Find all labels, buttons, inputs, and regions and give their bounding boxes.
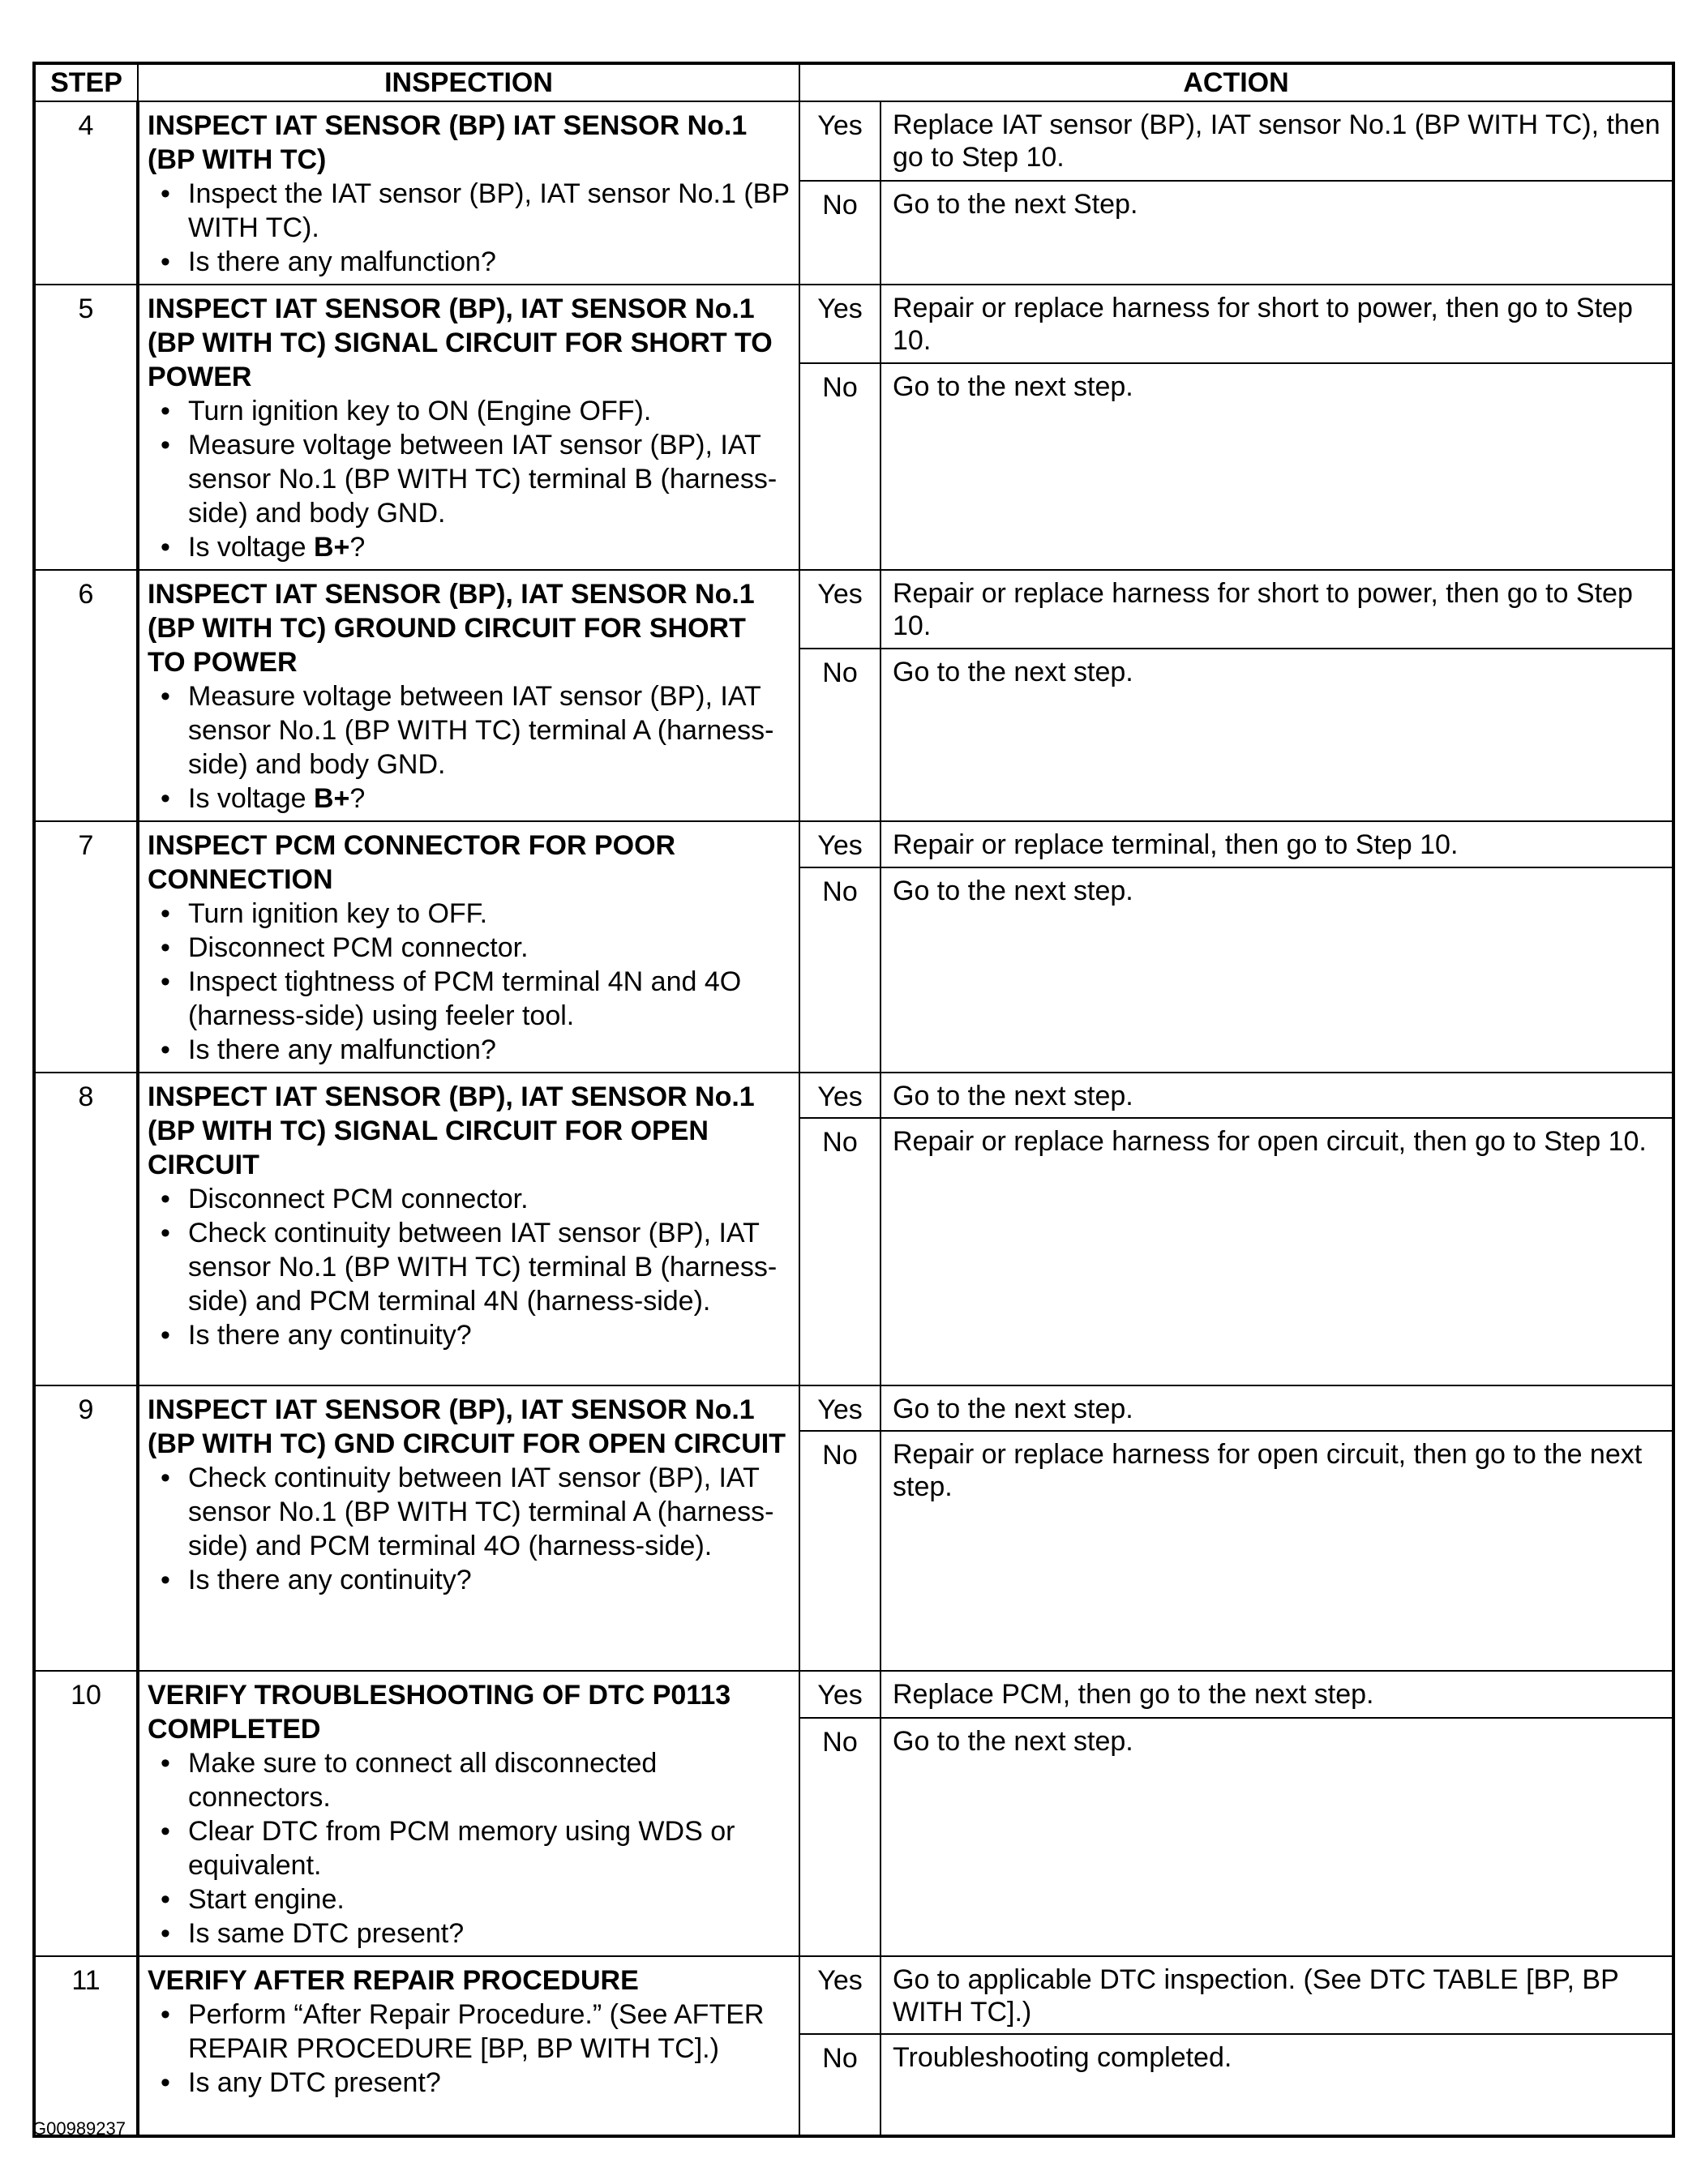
inspection-cell: [138, 1671, 799, 1956]
yes-action: Replace IAT sensor (BP), IAT sensor No.1 (BP WITH TC), then go to Step 10.: [880, 101, 1673, 181]
yes-action: Go to the next step.: [880, 1385, 1673, 1431]
inspection-cell: [138, 1073, 799, 1385]
inspection-bullet: • Is there any malfunction?: [156, 1033, 791, 1067]
inspection-cell: [138, 1956, 799, 2136]
figure-code: G00989237: [32, 2118, 126, 2139]
inspection-bullet: • Clear DTC from PCM memory using WDS or equivalent.: [156, 1814, 791, 1882]
inspection-title: INSPECT IAT SENSOR (BP), IAT SENSOR No.1 (BP WITH TC) SIGNAL CIRCUIT FOR SHORT TO POWER: [148, 293, 773, 392]
yes-label: Yes: [799, 570, 880, 649]
table-row: [34, 1671, 1673, 1718]
inspection-bullets: [148, 1998, 791, 2100]
inspection-bullets: [148, 177, 791, 279]
inspection-bullet: • Disconnect PCM connector.: [156, 931, 791, 965]
yes-action: Repair or replace harness for short to power, then go to Step 10.: [880, 570, 1673, 649]
yes-action: Repair or replace terminal, then go to Step 10.: [880, 821, 1673, 867]
inspection-bullets: [148, 1182, 791, 1352]
no-label: No: [799, 363, 880, 570]
inspection-bullet: • Is voltage B+?: [156, 782, 791, 816]
inspection-bullet: • Inspect tightness of PCM terminal 4N and 4O (harness-side) using feeler tool.: [156, 965, 791, 1033]
yes-label: Yes: [799, 1956, 880, 2034]
procedure-table-frame: [32, 62, 1672, 2138]
inspection-bullet: • Measure voltage between IAT sensor (BP), IAT sensor No.1 (BP WITH TC) terminal B (harness-side) and body GND.: [156, 428, 791, 530]
header-action: ACTION: [799, 63, 1673, 101]
no-label: No: [799, 1431, 880, 1671]
table-row: [34, 570, 1673, 649]
troubleshooting-table: [32, 62, 1675, 2138]
inspection-cell: [138, 101, 799, 285]
yes-label: Yes: [799, 821, 880, 867]
yes-label: Yes: [799, 285, 880, 363]
inspection-bullet: • Turn ignition key to ON (Engine OFF).: [156, 394, 791, 428]
inspection-bullet: • Perform “After Repair Procedure.” (See AFTER REPAIR PROCEDURE [BP, BP WITH TC].): [156, 1998, 791, 2066]
inspection-bullet: • Inspect the IAT sensor (BP), IAT sensor No.1 (BP WITH TC).: [156, 177, 791, 245]
table-header-row: [34, 63, 1673, 101]
yes-label: Yes: [799, 1671, 880, 1718]
step-number: 5: [34, 285, 138, 570]
inspection-title: VERIFY AFTER REPAIR PROCEDURE: [148, 1965, 639, 1996]
inspection-bullet: • Disconnect PCM connector.: [156, 1182, 791, 1216]
inspection-bullets: [148, 394, 791, 564]
no-label: No: [799, 649, 880, 821]
inspection-bullet: • Check continuity between IAT sensor (BP), IAT sensor No.1 (BP WITH TC) terminal B (harness-side) and PCM terminal 4N (harness-side).: [156, 1216, 791, 1318]
inspection-title: INSPECT IAT SENSOR (BP), IAT SENSOR No.1 (BP WITH TC) GROUND CIRCUIT FOR SHORT TO POWER: [148, 579, 755, 678]
no-action: Repair or replace harness for open circuit, then go to the next step.: [880, 1431, 1673, 1671]
table-row: [34, 821, 1673, 867]
yes-label: Yes: [799, 1385, 880, 1431]
inspection-bullet: • Start engine.: [156, 1882, 791, 1916]
step-number: 7: [34, 821, 138, 1073]
step-number: 8: [34, 1073, 138, 1385]
no-label: No: [799, 1718, 880, 1956]
no-action: Go to the next step.: [880, 363, 1673, 570]
step-number: 4: [34, 101, 138, 285]
table-row: [34, 1956, 1673, 2034]
inspection-bullets: [148, 1746, 791, 1951]
inspection-cell: [138, 570, 799, 821]
no-action: Go to the next step.: [880, 867, 1673, 1073]
step-number: 9: [34, 1385, 138, 1671]
step-number: 6: [34, 570, 138, 821]
no-label: No: [799, 2034, 880, 2136]
yes-action: Go to applicable DTC inspection. (See DTC TABLE [BP, BP WITH TC].): [880, 1956, 1673, 2034]
no-label: No: [799, 181, 880, 285]
no-label: No: [799, 867, 880, 1073]
inspection-bullet: • Measure voltage between IAT sensor (BP), IAT sensor No.1 (BP WITH TC) terminal A (harness-side) and body GND.: [156, 679, 791, 782]
inspection-cell: [138, 1385, 799, 1671]
inspection-title: VERIFY TROUBLESHOOTING OF DTC P0113 COMPLETED: [148, 1680, 731, 1745]
inspection-bullet: • Make sure to connect all disconnected connectors.: [156, 1746, 791, 1814]
header-inspection: INSPECTION: [138, 63, 799, 101]
no-label: No: [799, 1118, 880, 1385]
inspection-title: INSPECT PCM CONNECTOR FOR POOR CONNECTION: [148, 830, 676, 895]
table-row: [34, 1385, 1673, 1431]
inspection-bullet: • Is there any continuity?: [156, 1563, 791, 1597]
yes-label: Yes: [799, 1073, 880, 1118]
inspection-bullets: [148, 897, 791, 1067]
yes-action: Replace PCM, then go to the next step.: [880, 1671, 1673, 1718]
no-action: Go to the next step.: [880, 1718, 1673, 1956]
no-action: Go to the next Step.: [880, 181, 1673, 285]
header-step: STEP: [34, 63, 138, 101]
no-action: Repair or replace harness for open circuit, then go to Step 10.: [880, 1118, 1673, 1385]
yes-action: Go to the next step.: [880, 1073, 1673, 1118]
inspection-cell: [138, 285, 799, 570]
step-number: 11: [34, 1956, 138, 2136]
inspection-bullet: • Turn ignition key to OFF.: [156, 897, 791, 931]
inspection-bullet: • Is there any malfunction?: [156, 245, 791, 279]
yes-action: Repair or replace harness for short to power, then go to Step 10.: [880, 285, 1673, 363]
inspection-bullet: • Check continuity between IAT sensor (BP), IAT sensor No.1 (BP WITH TC) terminal A (harness-side) and PCM terminal 4O (harness-side).: [156, 1461, 791, 1563]
inspection-bullets: [148, 679, 791, 816]
inspection-bullets: [148, 1461, 791, 1597]
inspection-title: INSPECT IAT SENSOR (BP), IAT SENSOR No.1 (BP WITH TC) SIGNAL CIRCUIT FOR OPEN CIRCUIT: [148, 1081, 755, 1180]
step-number: 10: [34, 1671, 138, 1956]
yes-label: Yes: [799, 101, 880, 181]
inspection-bullet: • Is same DTC present?: [156, 1916, 791, 1951]
table-row: [34, 101, 1673, 181]
table-row: [34, 1073, 1673, 1118]
inspection-bullet: • Is any DTC present?: [156, 2066, 791, 2100]
table-body: [34, 101, 1673, 2136]
inspection-cell: [138, 821, 799, 1073]
inspection-title: INSPECT IAT SENSOR (BP), IAT SENSOR No.1 (BP WITH TC) GND CIRCUIT FOR OPEN CIRCUIT: [148, 1394, 786, 1459]
table-row: [34, 285, 1673, 363]
inspection-bullet: • Is voltage B+?: [156, 530, 791, 564]
inspection-title: INSPECT IAT SENSOR (BP) IAT SENSOR No.1 (BP WITH TC): [148, 110, 748, 175]
inspection-bullet: • Is there any continuity?: [156, 1318, 791, 1352]
no-action: Go to the next step.: [880, 649, 1673, 821]
no-action: Troubleshooting completed.: [880, 2034, 1673, 2136]
